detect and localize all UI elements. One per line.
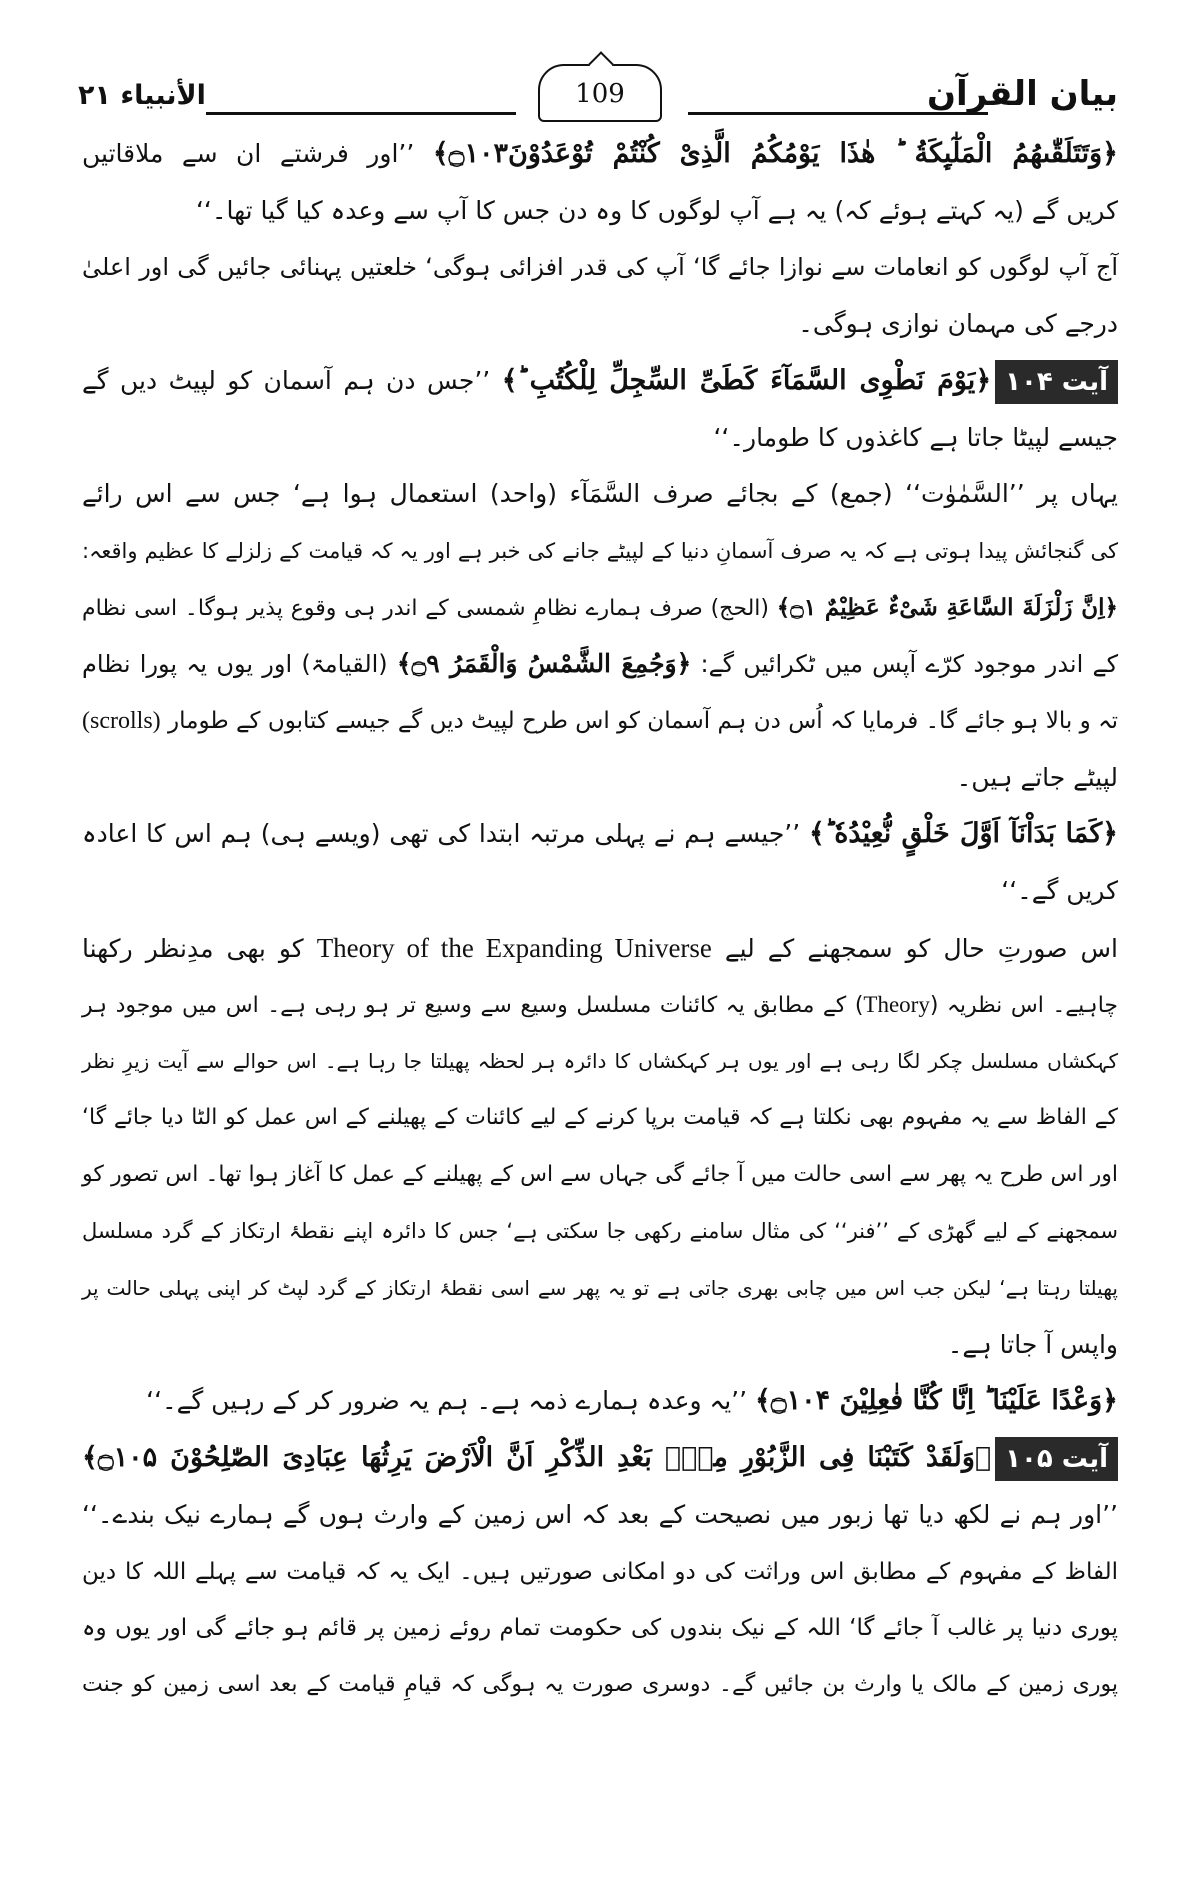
commentary-text: ’’جس دن ہم آسمان کو لپیٹ دیں گے <box>82 365 502 395</box>
quran-verse: ﴿يَوْمَ نَطْوِی السَّمَآءَ كَطَیِّ السِّجِلِّ لِلْكُتُبِ ؕ﴾ <box>501 364 992 396</box>
text-line <box>82 239 1118 295</box>
ayah-number-badge: آیت ۱۰۵ <box>995 1437 1118 1481</box>
latin-term: (scrolls) <box>82 708 161 734</box>
text-line <box>82 1147 1118 1203</box>
quran-verse: ﴿وَتَتَلَقّٰىهُمُ الْمَلٰٓىِٕكَةُ ؕ هٰذَا يَوْمُكُمُ الَّذِیْ كُنْتُمْ تُوْعَدُوْنَ۝۱۰۳﴾ <box>432 138 1119 169</box>
commentary-text: واپس آ جاتا ہے۔ <box>947 1329 1118 1359</box>
commentary-text: اس صورتِ حال کو سمجھنے کے لیے <box>711 933 1118 963</box>
text-line <box>82 636 1118 692</box>
commentary-text: کے الفاظ سے یہ مفہوم بھی نکلتا ہے کہ قیامت برپا کرنے کے لیے کائنات کے پھیلنے کے اس عمل کو الٹا دیا جائے گا‘ <box>82 1104 1118 1130</box>
text-line <box>82 126 1118 182</box>
commentary-text: (الحج) صرف ہمارے نظامِ شمسی کے اندر ہی وقوع پذیر ہوگا۔ اسی نظام <box>82 595 777 621</box>
commentary-text: جیسے لپیٹا جاتا ہے کاغذوں کا طومار۔‘‘ <box>713 422 1118 452</box>
text-line <box>82 353 1118 409</box>
text-line <box>82 1203 1118 1259</box>
commentary-text: کہکشاں مسلسل چکر لگا رہی ہے اور یوں ہر کہکشاں کا دائرہ ہر لحظہ پھیلتا جا رہا ہے۔ اس حوالے سے آیت زیرِ نظر <box>82 1049 1118 1074</box>
commentary-text: آج آپ لوگوں کو انعامات سے نوازا جائے گا‘ آپ کی قدر افزائی ہوگی‘ خلعتیں پہنائی جائیں گی اور اعلیٰ <box>82 253 1118 282</box>
commentary-text: پھیلتا رہتا ہے‘ لیکن جب اس میں چابی بھری جاتی ہے تو یہ پھر سے اسی نقطۂ ارتکاز کے گرد لپٹ کر اپنی پہلی حالت پر <box>82 1276 1118 1300</box>
commentary-text: (القیامۃ) اور یوں یہ پورا نظام <box>82 650 397 679</box>
text-line <box>82 693 1118 749</box>
commentary-text: ’’اور ہم نے لکھ دیا تھا زبور میں نصیحت کے بعد کہ اس زمین کے وارث ہوں گے ہمارے نیک بندے۔‘‘ <box>82 1499 1118 1529</box>
quran-verse: ﴿وَجُمِعَ الشَّمْسُ وَالْقَمَرُ ۝۹﴾ <box>396 649 692 679</box>
commentary-text: ’’یہ وعدہ ہمارے ذمہ ہے۔ ہم یہ ضرور کر کے رہیں گے۔‘‘ <box>146 1386 755 1416</box>
commentary-text: یہاں پر ’’السَّمٰوٰت‘‘ (جمع) کے بجائے صرف السَّمَآء (واحد) استعمال ہوا ہے‘ جس سے اس رائے <box>82 479 1118 509</box>
header-rule-left <box>206 112 516 115</box>
latin-term: Theory of the Expanding Universe <box>316 932 712 963</box>
text-line <box>82 1430 1118 1486</box>
commentary-text: کریں گے (یہ کہتے ہوئے کہ) یہ ہے آپ لوگوں کا وہ دن جس کا آپ سے وعدہ کیا گیا تھا۔‘‘ <box>195 195 1118 225</box>
commentary-text: درجے کی مہمان نوازی ہوگی۔ <box>798 309 1118 339</box>
text-line <box>82 1600 1118 1656</box>
text-line <box>82 1373 1118 1429</box>
commentary-text: ) کے مطابق یہ کائنات مسلسل وسیع سے وسیع تر ہو رہی ہے۔ اس میں موجود ہر <box>82 992 864 1018</box>
text-line <box>82 183 1118 239</box>
commentary-text: اور اس طرح یہ پھر سے اسی حالت میں آ جائے گی جہاں سے اس کے پھیلنے کے عمل کا آغاز ہوا تھا۔ اس تصور کو <box>82 1161 1118 1187</box>
quran-verse: ﴿وَعْدًا عَلَیْنَا ؕ اِنَّا كُنَّا فٰعِلِیْنَ ۝۱۰۴﴾ <box>755 1385 1118 1417</box>
text-line <box>82 1317 1118 1373</box>
quran-verse: ﴿وَلَقَدْ كَتَبْنَا فِی الزَّبُوْرِ مِنْۢ بَعْدِ الذِّكْرِ اَنَّ الْاَرْضَ یَرِثُهَا عِبَادِیَ الصّٰلِحُوْنَ ۝۱۰۵﴾ <box>82 1442 992 1474</box>
commentary-text: کریں گے۔‘‘ <box>1001 876 1118 906</box>
commentary-text: ’’اور فرشتے ان سے ملاقاتیں <box>82 139 433 168</box>
ayah-number-badge: آیت ۱۰۴ <box>995 360 1118 404</box>
latin-term: Theory <box>863 991 930 1017</box>
commentary-text: تہ و بالا ہو جائے گا۔ فرمایا کہ اُس دن ہم آسمان کو اس طرح لپیٹ دیں گے جیسے کتابوں کے طومار <box>160 708 1118 734</box>
text-line <box>82 580 1118 636</box>
text-line <box>82 1544 1118 1600</box>
text-line <box>82 466 1118 522</box>
commentary-text: چاہیے۔ اس نظریہ ( <box>929 992 1118 1018</box>
commentary-text: کے اندر موجود کرّے آپس میں ٹکرائیں گے: <box>691 650 1119 679</box>
text-line <box>82 523 1118 579</box>
text-line <box>82 750 1118 806</box>
commentary-text: لپیٹے جاتے ہیں۔ <box>956 762 1118 792</box>
text-line <box>82 920 1118 976</box>
commentary-text: سمجھنے کے لیے گھڑی کے ’’فنر‘‘ کی مثال سامنے رکھی جا سکتی ہے‘ جس کا دائرہ اپنے نقطۂ ارتکاز کے گرد مسلسل <box>82 1219 1118 1244</box>
page-header <box>78 60 1118 130</box>
page-number: 109 <box>538 64 662 122</box>
text-line <box>82 296 1118 352</box>
commentary-text: پوری دنیا پر غالب آ جائے گا‘ اللہ کے نیک بندوں کی حکومت تمام روئے زمین پر قائم ہو جائے گی اور یوں وہ <box>82 1615 1118 1642</box>
text-line <box>82 1657 1118 1713</box>
commentary-text: الفاظ کے مفہوم کے مطابق اس وراثت کی دو امکانی صورتیں ہیں۔ ایک یہ کہ قیامت سے پہلے اللہ کا دین <box>82 1558 1118 1585</box>
book-title: بیان القرآن <box>927 74 1118 114</box>
text-line <box>82 1487 1118 1543</box>
commentary-text: ’’جیسے ہم نے پہلی مرتبہ ابتدا کی تھی (ویسے ہی) ہم اس کا اعادہ <box>82 819 809 849</box>
text-line <box>82 1090 1118 1146</box>
text-line <box>82 1260 1118 1316</box>
text-line <box>82 806 1118 862</box>
surah-label: الأنبیاء ۲۱ <box>78 80 206 111</box>
text-line <box>82 410 1118 466</box>
text-line <box>82 863 1118 919</box>
commentary-text: کی گنجائش پیدا ہوتی ہے کہ یہ صرف آسمانِ دنیا کے لپیٹے جانے کی خبر ہے اور یہ کہ قیامت کے زلزلے کا عظیم واقعہ: <box>82 538 1118 563</box>
commentary-text: کو بھی مدِنظر رکھنا <box>82 933 317 963</box>
quran-verse: ﴿كَمَا بَدَاْنَآ اَوَّلَ خَلْقٍ نُّعِیْدُهٗ ؕ﴾ <box>809 818 1118 850</box>
commentary-text: پوری زمین کے مالک یا وارث بن جائیں گے۔ دوسری صورت یہ ہوگی کہ قیامِ قیامت کے بعد اسی زمین کو جنت <box>82 1671 1118 1697</box>
text-line <box>82 977 1118 1033</box>
quran-verse: ﴿اِنَّ زَلْزَلَةَ السَّاعَةِ شَیْءٌ عَظِیْمٌ ۝۱﴾ <box>776 593 1119 621</box>
text-line <box>82 1033 1118 1089</box>
